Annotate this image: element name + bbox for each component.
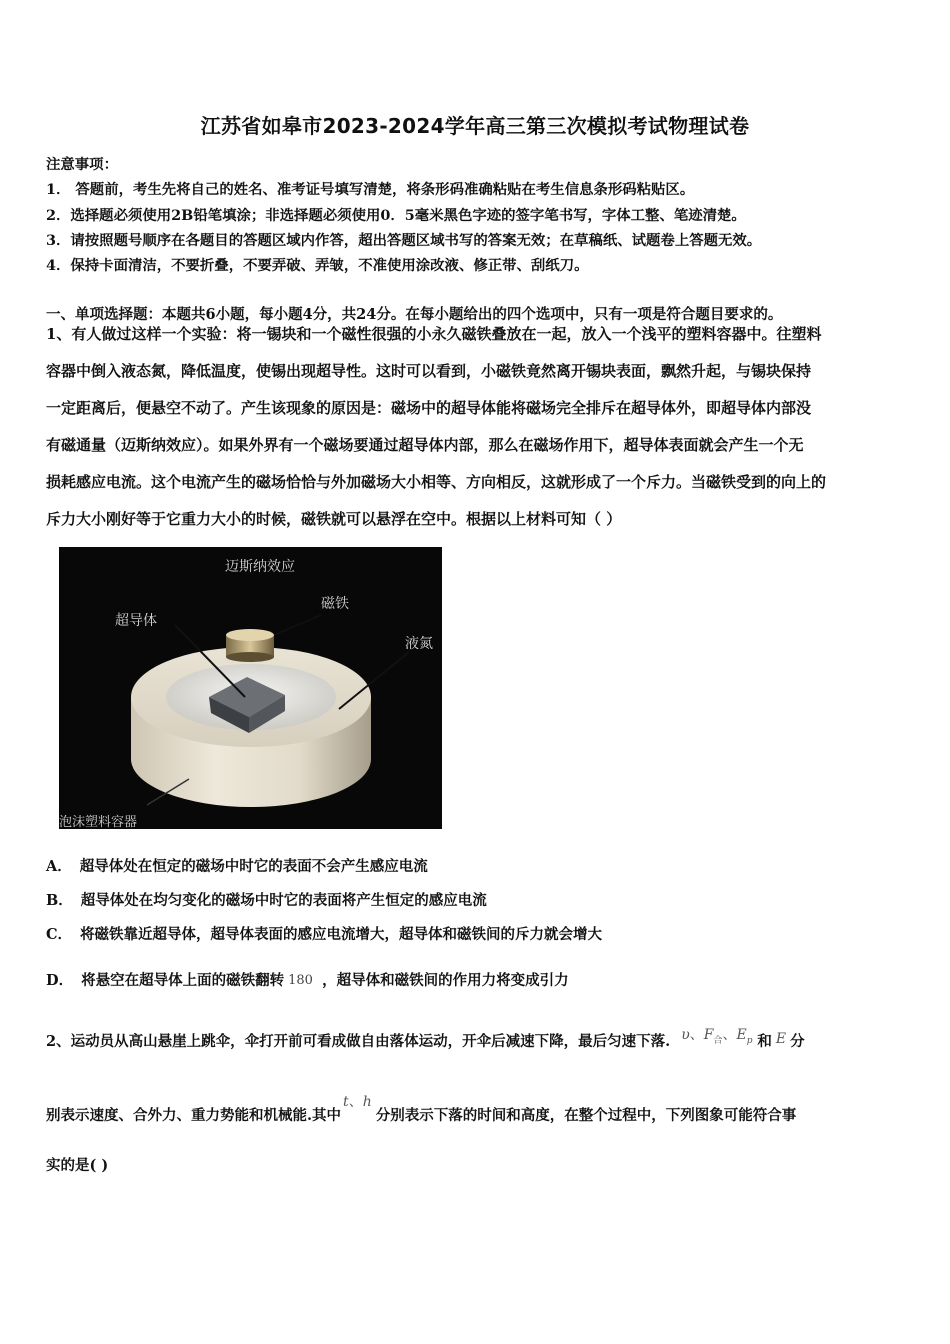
notice-heading: 注意事项： — [46, 156, 118, 173]
q2-math-ep: E — [736, 1027, 747, 1043]
q2-math-f: F — [703, 1027, 714, 1043]
q2-line-2 — [46, 1094, 797, 1125]
q2-line-1 — [46, 1027, 805, 1053]
q1-option-a — [46, 855, 428, 876]
section-heading: 一、单项选择题：本题共6小题，每小题4分，共24分。在每小题给出的四个选项中，只有一项是符合题目要求的。 — [46, 306, 783, 323]
option-d-text-after: ，超导体和磁铁间的作用力将变成引力 — [322, 972, 569, 989]
option-c-label: C． — [46, 926, 73, 943]
q1-option-d — [46, 969, 569, 990]
q1-line-4: 有磁通量（迈斯纳效应）。如果外界有一个磁场要通过超导体内部，那么在磁场作用下，超导体表面就会产生一个无 — [46, 436, 804, 454]
option-b-text: 超导体处在均匀变化的磁场中时它的表面将产生恒定的感应电流 — [80, 892, 487, 909]
q2-math-t: t — [343, 1094, 349, 1110]
q2-math-ep-sub: p — [746, 1035, 753, 1046]
q2-line2-before: 别表示速度、合外力、重力势能和机械能.其中 — [46, 1107, 342, 1124]
label-superconductor: 超导体 — [115, 613, 157, 629]
label-container: 泡沫塑料容器 — [59, 815, 138, 829]
q2-line2-after: 分别表示下落的时间和高度，在整个过程中，下列图象可能符合事 — [375, 1107, 797, 1124]
q2-line1-text: 2、运动员从高山悬崖上跳伞，伞打开前可看成做自由落体运动，开伞后减速下降，最后匀速下落. — [46, 1033, 671, 1050]
document-title: 江苏省如皋市2023-2024学年高三第三次模拟考试物理试卷 — [200, 114, 750, 138]
q2-math-h: h — [362, 1094, 372, 1110]
option-c-text: 将磁铁靠近超导体，超导体表面的感应电流增大，超导体和磁铁间的斥力就会增大 — [80, 926, 603, 943]
option-b-label: B． — [46, 892, 73, 909]
q2-sep-1: 、 — [689, 1027, 704, 1043]
option-a-label: A． — [46, 858, 72, 875]
q2-math-v: υ — [681, 1027, 690, 1043]
label-liquid-nitrogen: 液氮 — [405, 636, 433, 652]
notice-item-3: 3．请按照题号顺序在各题目的答题区域内作答，超出答题区域书写的答案无效；在草稿纸、试题卷上答题无效。 — [46, 232, 762, 249]
q2-sep-2: 、 — [722, 1027, 737, 1043]
q2-math-f-sub: 合 — [713, 1035, 723, 1046]
option-d-label: D． — [46, 972, 74, 989]
option-a-text: 超导体处在恒定的磁场中时它的表面不会产生感应电流 — [79, 858, 428, 875]
notice-item-4: 4．保持卡面清洁，不要折叠，不要弄破、弄皱，不准使用涂改液、修正带、刮纸刀。 — [46, 257, 589, 274]
notice-item-1: 1． 答题前，考生先将自己的姓名、准考证号填写清楚，将条形码准确粘贴在考生信息条形码粘贴区。 — [46, 181, 695, 198]
meissner-illustration — [59, 547, 442, 829]
q2-sep-3: 、 — [348, 1094, 363, 1110]
q2-line-3: 实的是( ) — [46, 1157, 109, 1174]
q1-line-1: 1、有人做过这样一个实验：将一锡块和一个磁性很强的小永久磁铁叠放在一起，放入一个浅平的塑料容器中。往塑料 — [46, 325, 822, 343]
magnet-top — [226, 629, 274, 641]
q1-option-c — [46, 923, 602, 944]
q1-line-5: 损耗感应电流。这个电流产生的磁场恰恰与外加磁场大小相等、方向相反，这就形成了一个斥力。当磁铁受到的向上的 — [46, 473, 827, 491]
q1-line-3: 一定距离后，便悬空不动了。产生该现象的原因是：磁场中的超导体能将磁场完全排斥在超导体外，即超导体内部没 — [46, 399, 812, 417]
q2-and: 和 — [757, 1033, 772, 1050]
label-magnet: 磁铁 — [321, 596, 349, 612]
question-1-stem — [46, 316, 908, 538]
pointer-magnet — [274, 615, 321, 635]
q2-math-e: E — [775, 1031, 787, 1047]
figure-title: 迈斯纳效应 — [225, 559, 295, 575]
q2-line1-end: 分 — [790, 1033, 805, 1050]
notice-item-2: 2．选择题必须使用2B铅笔填涂；非选择题必须使用0．5毫米黑色字迹的签字笔书写，字体工整、笔迹清楚。 — [46, 207, 746, 224]
option-d-text-before: 将悬空在超导体上面的磁铁翻转 — [81, 972, 285, 989]
option-d-angle: 180 — [288, 973, 313, 988]
q1-line-6: 斥力大小刚好等于它重力大小的时候，磁铁就可以悬浮在空中。根据以上材料可知（ ） — [46, 510, 622, 528]
q1-option-b — [46, 889, 487, 910]
q1-line-2: 容器中倒入液态氮，降低温度，使锡出现超导性。这时可以看到，小磁铁竟然离开锡块表面，飘然升起，与锡块保持 — [46, 362, 812, 380]
meissner-effect-figure — [59, 547, 442, 829]
